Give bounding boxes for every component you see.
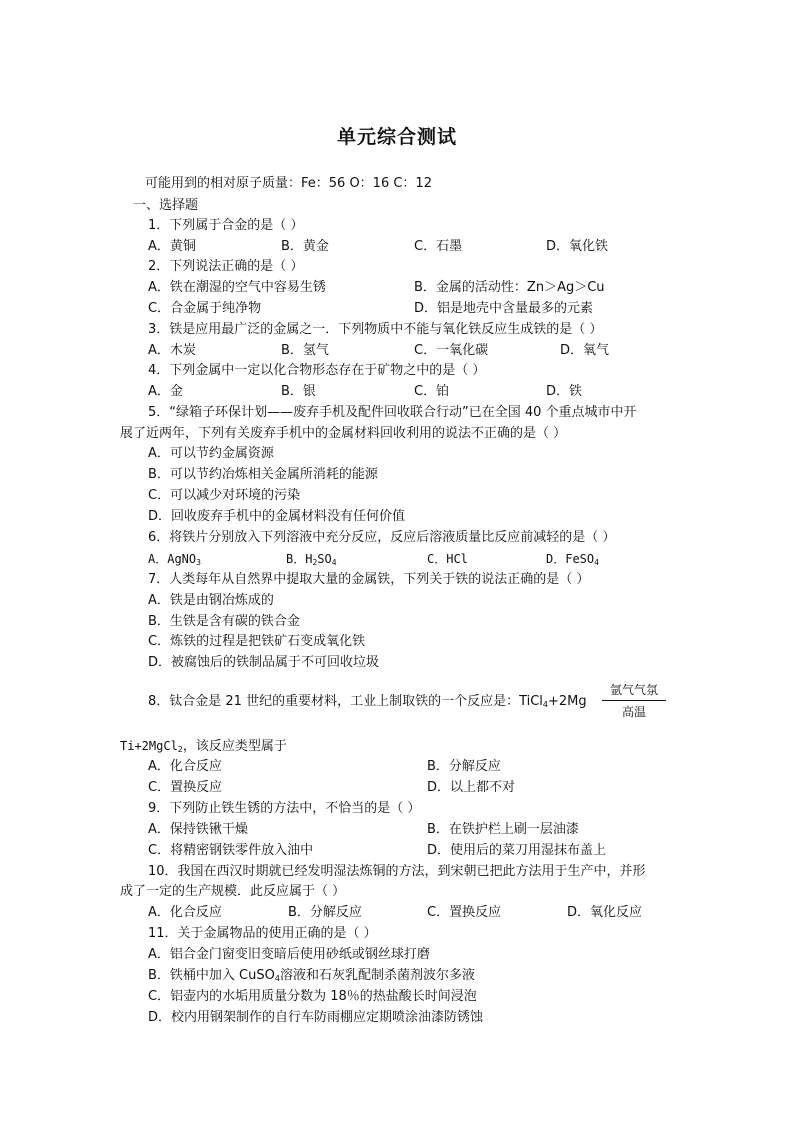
q8-option-b: B．分解反应 bbox=[427, 759, 501, 774]
q11-stem: 11．关于金属物品的使用正确的是（ ） bbox=[148, 926, 377, 941]
q9-option-b: B．在铁护栏上刷一层油漆 bbox=[427, 822, 579, 837]
reaction-arrow-line bbox=[602, 700, 666, 701]
q1-option-d: D．氧化铁 bbox=[546, 239, 609, 254]
q6-option-a: A．AgNO$_3$ bbox=[148, 552, 201, 567]
q11-option-b: B．铁桶中加入 CuSO$_4$溶液和石灰乳配制杀菌剂波尔多液 bbox=[148, 968, 475, 983]
q10-option-d: D．氧化反应 bbox=[567, 905, 643, 920]
q10-stem-line1: 10．我国在西汉时期就已经发明湿法炼铜的方法，到宋朝已把此方法用于生产中，并形 bbox=[148, 864, 646, 879]
q8-option-c: C．置换反应 bbox=[148, 780, 223, 795]
q2-option-d: D．铝是地壳中含量最多的元素 bbox=[414, 301, 594, 316]
q6-option-d: D．FeSO$_4$ bbox=[546, 552, 599, 567]
q1-option-a: A．黄铜 bbox=[148, 239, 196, 254]
q8-stem-line1: 8．钛合金是 21 世纪的重要材料，工业上制取铁的一个反应是：TiCl$_4$+2Mg bbox=[148, 694, 587, 709]
q8-option-a: A．化合反应 bbox=[148, 759, 222, 774]
section-choice-heading: 一、选择题 bbox=[133, 198, 199, 213]
q11-option-a: A．铝合金门窗变旧变暗后使用砂纸或钢丝球打磨 bbox=[148, 947, 430, 962]
intro-atomic-masses: 可能用到的相对原子质量：Fe：56 O：16 C：12 bbox=[145, 176, 432, 191]
q9-option-d: D．使用后的菜刀用湿抹布盖上 bbox=[427, 843, 607, 858]
q4-option-a: A．金 bbox=[148, 384, 183, 399]
q6-option-b: B．$H_2SO_4$ bbox=[286, 552, 337, 567]
q8-option-d: D．以上都不对 bbox=[427, 780, 516, 795]
q4-option-c: C．铂 bbox=[414, 384, 450, 399]
q4-option-d: D．铁 bbox=[546, 384, 583, 399]
q9-options-row1 bbox=[0, 820, 794, 840]
q5-stem-line1: 5．“绿箱子环保计划——废弃手机及配件回收联合行动”已在全国 40 个重点城市中开 bbox=[148, 405, 637, 420]
q10-option-a: A．化合反应 bbox=[148, 905, 222, 920]
q8-options-row2 bbox=[0, 778, 794, 798]
q3-option-c: C．一氧化碳 bbox=[414, 343, 489, 358]
q10-options bbox=[0, 903, 794, 923]
q11-option-c: C．铝壶内的水垢用质量分数为 18％的热盐酸长时间浸泡 bbox=[148, 989, 477, 1004]
q2-options-row2 bbox=[0, 299, 794, 319]
q1-option-b: B．黄金 bbox=[281, 239, 329, 254]
q3-options bbox=[0, 341, 794, 361]
q2-options-row1 bbox=[0, 278, 794, 298]
q9-option-a: A．保持铁锹干燥 bbox=[148, 822, 248, 837]
q7-option-b: B．生铁是含有碳的铁合金 bbox=[148, 614, 300, 629]
q11-option-d: D．校内用钢架制作的自行车防雨棚应定期喷涂油漆防锈蚀 bbox=[148, 1010, 484, 1025]
q9-option-c: C．将精密钢铁零件放入油中 bbox=[148, 843, 314, 858]
q8-stem-line2: Ti+2MgCl$_2$，该反应类型属于 bbox=[120, 739, 287, 754]
q1-options bbox=[0, 237, 794, 257]
q3-option-b: B．氢气 bbox=[281, 343, 329, 358]
reaction-condition-atmosphere: 氩气气氛 bbox=[609, 683, 658, 697]
q7-option-d: D．被腐蚀后的铁制品属于不可回收垃圾 bbox=[148, 655, 380, 670]
q6-stem: 6．将铁片分别放入下列溶液中充分反应，反应后溶液质量比反应前减轻的是（ ） bbox=[148, 530, 616, 545]
q1-stem: 1．下列属于合金的是（ ） bbox=[148, 218, 304, 233]
q10-option-c: C．置换反应 bbox=[427, 905, 502, 920]
q7-option-a: A．铁是由钢冶炼成的 bbox=[148, 593, 274, 608]
page-title: 单元综合测试 bbox=[336, 126, 457, 148]
q7-option-c: C．炼铁的过程是把铁矿石变成氧化铁 bbox=[148, 634, 366, 649]
q5-option-c: C．可以减少对环境的污染 bbox=[148, 488, 301, 503]
q2-stem: 2．下列说法正确的是（ ） bbox=[148, 259, 304, 274]
q9-stem: 9．下列防止铁生锈的方法中，不恰当的是（ ） bbox=[148, 801, 421, 816]
q1-option-c: C．石墨 bbox=[414, 239, 463, 254]
reaction-condition-temperature: 高温 bbox=[621, 705, 646, 719]
q2-option-a: A．铁在潮湿的空气中容易生锈 bbox=[148, 280, 326, 295]
q5-stem-line2: 展了近两年，下列有关废弃手机中的金属材料回收利用的说法不正确的是（ ） bbox=[120, 426, 567, 441]
q7-stem: 7．人类每年从自然界中提取大量的金属铁，下列关于铁的说法正确的是（ ） bbox=[148, 572, 590, 587]
q8-options-row1 bbox=[0, 757, 794, 777]
q3-option-a: A．木炭 bbox=[148, 343, 196, 358]
q3-stem: 3．铁是应用最广泛的金属之一．下列物质中不能与氧化铁反应生成铁的是（ ） bbox=[148, 322, 603, 337]
q10-stem-line2: 成了一定的生产规模．此反应属于（ ） bbox=[120, 884, 346, 899]
q6-option-c: C．HCl bbox=[427, 552, 468, 566]
q5-option-d: D．回收废弃手机中的金属材料没有任何价值 bbox=[148, 509, 406, 524]
q3-option-d: D．氧气 bbox=[560, 343, 610, 358]
q5-option-a: A．可以节约金属资源 bbox=[148, 446, 274, 461]
q5-option-b: B．可以节约冶炼相关金属所消耗的能源 bbox=[148, 467, 378, 482]
q9-options-row2 bbox=[0, 841, 794, 861]
reaction-condition bbox=[602, 682, 666, 720]
q2-option-b: B．金属的活动性：Zn＞Ag＞Cu bbox=[414, 280, 605, 295]
q4-stem: 4．下列金属中一定以化合物形态存在于矿物之中的是（ ） bbox=[148, 363, 486, 378]
q2-option-c: C．合金属于纯净物 bbox=[148, 301, 262, 316]
q4-options bbox=[0, 382, 794, 402]
q4-option-b: B．银 bbox=[281, 384, 316, 399]
q10-option-b: B．分解反应 bbox=[288, 905, 362, 920]
q6-options bbox=[0, 549, 794, 569]
